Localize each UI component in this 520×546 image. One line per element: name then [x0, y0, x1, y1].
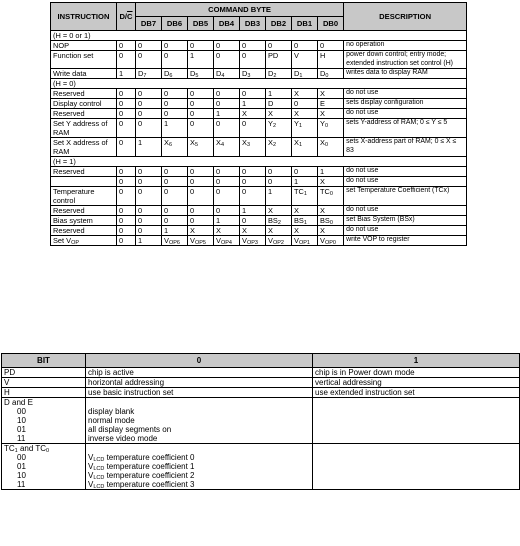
- bit-db6: 0: [162, 109, 188, 119]
- bit-db3: 0: [240, 216, 266, 226]
- bit-db1: 0: [292, 41, 318, 51]
- bit-db2: 0: [266, 41, 292, 51]
- instruction-description: sets Y-address of RAM; 0 ≤ Y ≤ 5: [344, 119, 467, 138]
- instruction-description: do not use: [344, 89, 467, 99]
- table-row: [51, 167, 467, 177]
- de-code-10: 10: [2, 416, 86, 425]
- de-text-01: all display segments on: [86, 425, 313, 434]
- instruction-description: do not use: [344, 206, 467, 216]
- instruction-description: do not use: [344, 226, 467, 236]
- bit-db6: 0: [162, 216, 188, 226]
- tc-code-10: 10: [2, 471, 86, 480]
- instruction-name: Temperature control: [51, 187, 117, 206]
- bit-db7: 0: [136, 41, 162, 51]
- bit-db4: 0: [214, 206, 240, 216]
- bit-db3: X: [240, 226, 266, 236]
- bit-db1: X: [292, 109, 318, 119]
- table-row-pd: [2, 368, 520, 378]
- table-row: [51, 206, 467, 216]
- header-db4: DB4: [214, 17, 240, 31]
- dc-value: 1: [117, 69, 136, 79]
- bit-db5: 1: [188, 51, 214, 69]
- dc-value: 0: [117, 41, 136, 51]
- bit-db3: 1: [240, 206, 266, 216]
- bit-db5: X: [188, 226, 214, 236]
- bit-db1: X: [292, 226, 318, 236]
- bit-zero-meaning: use basic instruction set: [86, 388, 313, 398]
- bit-db2: $D_2$: [266, 69, 292, 79]
- bit-db4: 0: [214, 41, 240, 51]
- section-row: [51, 157, 467, 167]
- header-zero: 0: [86, 354, 313, 368]
- bit-db4: 0: [214, 187, 240, 206]
- tc-code-11: 11: [2, 480, 86, 490]
- bit-db6: 0: [162, 206, 188, 216]
- header-description: DESCRIPTION: [344, 3, 467, 31]
- de-code-00: 00: [2, 407, 86, 416]
- instruction-name: Bias system: [51, 216, 117, 226]
- bit-one-meaning: use extended instruction set: [313, 388, 520, 398]
- bit-db3: 0: [240, 41, 266, 51]
- bit-db1: X: [292, 206, 318, 216]
- instruction-name: Reserved: [51, 89, 117, 99]
- bit-db1: 1: [292, 177, 318, 187]
- instruction-name: Function set: [51, 51, 117, 69]
- bit-db4: 0: [214, 167, 240, 177]
- bit-name: PD: [2, 368, 86, 378]
- bit-db1: $D_1$: [292, 69, 318, 79]
- bit-db4: $D_4$: [214, 69, 240, 79]
- tc-one-cell: [313, 444, 520, 490]
- bit-db0: X: [318, 177, 344, 187]
- bit-db3: 0: [240, 167, 266, 177]
- instruction-name: Reserved: [51, 206, 117, 216]
- bit-db5: 0: [188, 89, 214, 99]
- bit-db6: 0: [162, 89, 188, 99]
- bit-db6: 0: [162, 41, 188, 51]
- instruction-description: power down control; entry mode; extended instruction set control (H): [344, 51, 467, 69]
- bit-db2: X: [266, 226, 292, 236]
- bit-db7: 0: [136, 216, 162, 226]
- bit-db7: 0: [136, 89, 162, 99]
- bit-db3: X: [240, 109, 266, 119]
- instruction-name: Reserved: [51, 109, 117, 119]
- bit-db2: $V_{OP2}$: [266, 236, 292, 246]
- table-row: [51, 226, 467, 236]
- bit-db0: $Y_0$: [318, 119, 344, 138]
- bit-db3: 0: [240, 89, 266, 99]
- table-row: [51, 99, 467, 109]
- bit-db0: $D_0$: [318, 69, 344, 79]
- bit-db3: 0: [240, 119, 266, 138]
- instruction-description: no operation: [344, 41, 467, 51]
- header-command-byte: COMMAND BYTE: [136, 3, 344, 17]
- bit-db5: 0: [188, 41, 214, 51]
- bit-db4: 1: [214, 109, 240, 119]
- bit-name: V: [2, 378, 86, 388]
- bit-db6: $V_{OP6}$: [162, 236, 188, 246]
- tc-text-00: $V_{LCD}$ temperature coefficient 0: [86, 453, 313, 462]
- bit-db6: 0: [162, 167, 188, 177]
- table-row-tc-label: [2, 444, 520, 454]
- tc-text-01: $V_{LCD}$ temperature coefficient 1: [86, 462, 313, 471]
- bit-db4: 0: [214, 51, 240, 69]
- bit-db4: 1: [214, 216, 240, 226]
- bit-db5: $V_{OP5}$: [188, 236, 214, 246]
- dc-value: 0: [117, 51, 136, 69]
- bit-db6: 1: [162, 226, 188, 236]
- bit-db5: $X_5$: [188, 138, 214, 157]
- dc-value: 0: [117, 99, 136, 109]
- bit-db4: 0: [214, 119, 240, 138]
- section-row: [51, 79, 467, 89]
- bit-db3: 0: [240, 187, 266, 206]
- instruction-name: Set X address of RAM: [51, 138, 117, 157]
- dc-value: 0: [117, 109, 136, 119]
- bit-name-tc: $TC_1$ and $TC_0$: [2, 444, 86, 454]
- instruction-table: [50, 2, 467, 246]
- bit-name: H: [2, 388, 86, 398]
- bit-db0: X: [318, 206, 344, 216]
- section-row: [51, 31, 467, 41]
- bit-zero-meaning: chip is active: [86, 368, 313, 378]
- bit-db5: 0: [188, 206, 214, 216]
- section-label: (H = 1): [51, 157, 467, 167]
- bit-db1: V: [292, 51, 318, 69]
- bit-db3: 0: [240, 177, 266, 187]
- bit-db0: 1: [318, 167, 344, 177]
- dc-value: 0: [117, 138, 136, 157]
- dc-value: 0: [117, 216, 136, 226]
- bit-db5: 0: [188, 99, 214, 109]
- dc-value: 0: [117, 187, 136, 206]
- bit-db1: $BS_1$: [292, 216, 318, 226]
- instruction-table-body: [51, 31, 467, 246]
- instruction-name: NOP: [51, 41, 117, 51]
- header-db3: DB3: [240, 17, 266, 31]
- bit-db2: 1: [266, 89, 292, 99]
- bit-db7: 0: [136, 187, 162, 206]
- table-row: [51, 187, 467, 206]
- bit-db4: 0: [214, 89, 240, 99]
- de-text-10: normal mode: [86, 416, 313, 425]
- instruction-description: set Bias System (BSx): [344, 216, 467, 226]
- bit-db2: $X_2$: [266, 138, 292, 157]
- bit-db7: 0: [136, 167, 162, 177]
- bit-db6: $D_6$: [162, 69, 188, 79]
- table-row: [51, 109, 467, 119]
- bit-name: D and E: [2, 398, 86, 408]
- bit-db4: $V_{OP4}$: [214, 236, 240, 246]
- bit-db7: $D_7$: [136, 69, 162, 79]
- bit-db4: X: [214, 226, 240, 236]
- bit-db3: $V_{OP3}$: [240, 236, 266, 246]
- bit-db7: 1: [136, 138, 162, 157]
- bit-db2: X: [266, 206, 292, 216]
- bit-db7: 0: [136, 226, 162, 236]
- dc-value: 0: [117, 236, 136, 246]
- bit-db7: 0: [136, 119, 162, 138]
- bit-db7: 1: [136, 236, 162, 246]
- bit-db0: 0: [318, 41, 344, 51]
- table-row: [51, 41, 467, 51]
- de-text-00: display blank: [86, 407, 313, 416]
- instruction-description: sets X-address part of RAM; 0 ≤ X ≤ 83: [344, 138, 467, 157]
- de-code-01: 01: [2, 425, 86, 434]
- header-db1: DB1: [292, 17, 318, 31]
- bit-db1: $TC_1$: [292, 187, 318, 206]
- bit-db2: $BS_2$: [266, 216, 292, 226]
- tc-code-01: 01: [2, 462, 86, 471]
- bit-db5: 0: [188, 177, 214, 187]
- bit-db6: 0: [162, 51, 188, 69]
- section-label: (H = 0): [51, 79, 467, 89]
- bit-db7: 0: [136, 51, 162, 69]
- bit-db0: $X_0$: [318, 138, 344, 157]
- header-db5: DB5: [188, 17, 214, 31]
- table-row: [51, 138, 467, 157]
- bit-db0: H: [318, 51, 344, 69]
- instruction-name: Reserved: [51, 226, 117, 236]
- header-db0: DB0: [318, 17, 344, 31]
- de-one-cell: [313, 398, 520, 444]
- bit-db1: X: [292, 89, 318, 99]
- bit-db0: $V_{OP0}$: [318, 236, 344, 246]
- table-row-v: [2, 378, 520, 388]
- instruction-name: Write data: [51, 69, 117, 79]
- bit-db1: $V_{OP1}$: [292, 236, 318, 246]
- dc-value: 0: [117, 226, 136, 236]
- bit-db5: 0: [188, 187, 214, 206]
- dc-value: 0: [117, 206, 136, 216]
- table-row: [51, 216, 467, 226]
- bit-db0: E: [318, 99, 344, 109]
- table-row: [51, 51, 467, 69]
- instruction-description: sets display configuration: [344, 99, 467, 109]
- instruction-name: Reserved: [51, 167, 117, 177]
- header-db7: DB7: [136, 17, 162, 31]
- dc-value: 0: [117, 89, 136, 99]
- instruction-description: do not use: [344, 109, 467, 119]
- instruction-description: writes data to display RAM: [344, 69, 467, 79]
- bit-db1: $X_1$: [292, 138, 318, 157]
- bit-table: [1, 353, 520, 490]
- header-dc: $D/\overline{C}$: [117, 3, 136, 31]
- bit-db3: $D_3$: [240, 69, 266, 79]
- instruction-description: do not use: [344, 177, 467, 187]
- instruction-description: do not use: [344, 167, 467, 177]
- section-label: (H = 0 or 1): [51, 31, 467, 41]
- bit-db5: 0: [188, 109, 214, 119]
- bit-db2: $Y_2$: [266, 119, 292, 138]
- bit-db2: X: [266, 109, 292, 119]
- bit-db7: 0: [136, 206, 162, 216]
- bit-db4: 0: [214, 177, 240, 187]
- header-db2: DB2: [266, 17, 292, 31]
- bit-db4: $X_4$: [214, 138, 240, 157]
- bit-db3: $X_3$: [240, 138, 266, 157]
- bit-db2: PD: [266, 51, 292, 69]
- bit-db1: 0: [292, 99, 318, 109]
- tc-text-11: $V_{LCD}$ temperature coefficient 3: [86, 480, 313, 490]
- bit-db0: $TC_0$: [318, 187, 344, 206]
- bit-db6: 0: [162, 187, 188, 206]
- tc-code-00: 00: [2, 453, 86, 462]
- de-text-11: inverse video mode: [86, 434, 313, 444]
- instruction-description: write VOP to register: [344, 236, 467, 246]
- instruction-name: Set Y address of RAM: [51, 119, 117, 138]
- dc-value: 0: [117, 119, 136, 138]
- bit-db0: X: [318, 89, 344, 99]
- instruction-name: [51, 177, 117, 187]
- dc-value: 0: [117, 167, 136, 177]
- instruction-description: set Temperature Coefficient (TCx): [344, 187, 467, 206]
- bit-db0: X: [318, 226, 344, 236]
- bit-db2: 0: [266, 177, 292, 187]
- header-bit: BIT: [2, 354, 86, 368]
- bit-db7: 0: [136, 99, 162, 109]
- bit-db2: 0: [266, 167, 292, 177]
- instruction-name: Display control: [51, 99, 117, 109]
- table-row: [51, 89, 467, 99]
- table-row: [51, 69, 467, 79]
- header-db6: DB6: [162, 17, 188, 31]
- bit-db3: 1: [240, 99, 266, 109]
- de-code-11: 11: [2, 434, 86, 444]
- bit-db0: X: [318, 109, 344, 119]
- bit-one-meaning: vertical addressing: [313, 378, 520, 388]
- header-instruction: INSTRUCTION: [51, 3, 117, 31]
- table-row: [51, 236, 467, 246]
- header-one: 1: [313, 354, 520, 368]
- bit-db5: 0: [188, 119, 214, 138]
- bit-db0: $BS_0$: [318, 216, 344, 226]
- table-row-h: [2, 388, 520, 398]
- bit-zero-meaning: horizontal addressing: [86, 378, 313, 388]
- bit-db7: 0: [136, 109, 162, 119]
- bit-db6: 0: [162, 177, 188, 187]
- bit-db6: 0: [162, 99, 188, 109]
- bit-db1: $Y_1$: [292, 119, 318, 138]
- bit-db5: 0: [188, 167, 214, 177]
- bit-db6: $X_6$: [162, 138, 188, 157]
- bit-db4: 0: [214, 99, 240, 109]
- bit-db2: D: [266, 99, 292, 109]
- bit-one-meaning: chip is in Power down mode: [313, 368, 520, 378]
- bit-db2: 1: [266, 187, 292, 206]
- tc-text-10: $V_{LCD}$ temperature coefficient 2: [86, 471, 313, 480]
- bit-db5: 0: [188, 216, 214, 226]
- dc-value: 0: [117, 177, 136, 187]
- bit-db3: 0: [240, 51, 266, 69]
- bit-db6: 1: [162, 119, 188, 138]
- bit-db7: 0: [136, 177, 162, 187]
- bit-db1: 0: [292, 167, 318, 177]
- instruction-name: Set $V_{OP}$: [51, 236, 117, 246]
- table-row: [51, 119, 467, 138]
- table-row-de-label: [2, 398, 520, 408]
- table-row: [51, 177, 467, 187]
- bit-db5: $D_5$: [188, 69, 214, 79]
